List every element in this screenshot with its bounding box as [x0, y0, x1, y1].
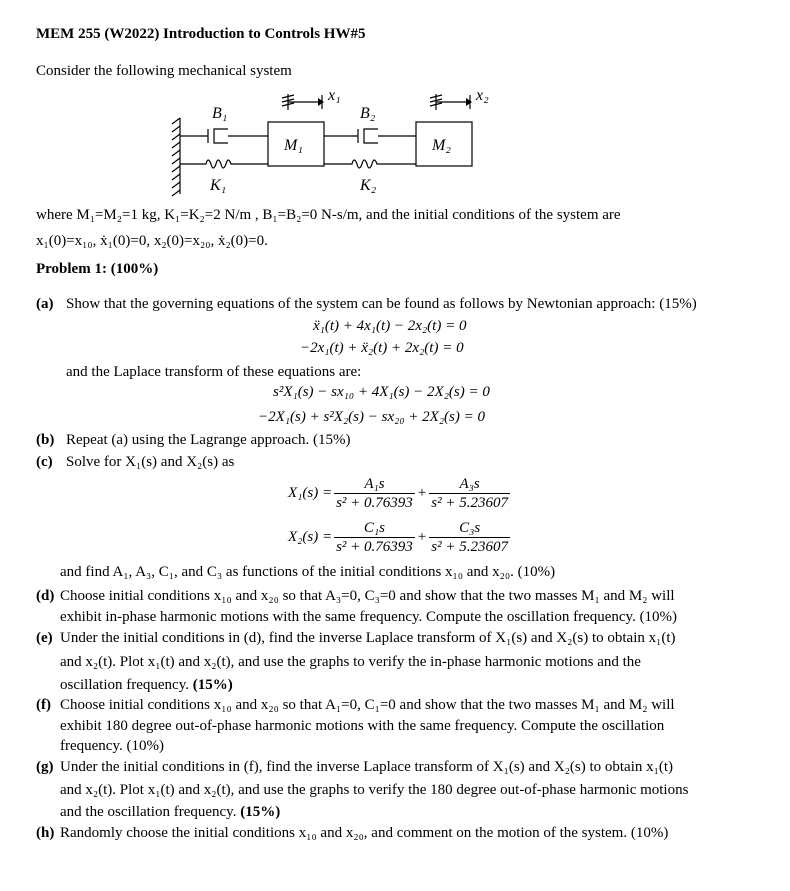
- part-g-line3-wrap: [60, 804, 280, 821]
- part-a-eq3: s²X₁(s) − sx₁₀ + 4X₁(s) − 2X₂(s) = 0: [273, 384, 490, 400]
- part-a-eq4: −2X₁(s) + s²X₂(s) − sx₂₀ + 2X₂(s) = 0: [258, 409, 485, 425]
- x2-frac-2-num: C₃s: [429, 519, 510, 538]
- damper-b1-icon: [180, 129, 268, 143]
- part-d-line2: exhibit in-phase harmonic motions with the same frequency. Compute the oscillation frequency. (10%): [60, 609, 678, 625]
- part-a-label: (a): [36, 296, 54, 312]
- x1-frac-2-den: s² + 5.23607: [431, 495, 508, 511]
- part-c-text2: and find A₁, A₃, C₁, and C₃ as functions of the initial conditions x₁₀ and x₂₀. (10%): [60, 564, 556, 580]
- label-x2: x₂: [476, 87, 489, 104]
- x1-frac-1-den: s² + 0.76393: [336, 495, 413, 511]
- x1-lhs: X₁(s) =: [288, 485, 333, 501]
- part-c-text: Solve for X₁(s) and X₂(s) as: [66, 454, 235, 470]
- part-f-label: (f): [36, 697, 51, 713]
- part-d-label: (d): [36, 588, 55, 604]
- part-a-text: Show that the governing equations of the system can be found as follows by Newtonian approach: (15%): [66, 296, 697, 312]
- page-title: MEM 255 (W2022) Introduction to Controls HW#5: [36, 26, 366, 42]
- x1-frac-1: [334, 475, 415, 512]
- part-c-label: (c): [36, 454, 53, 470]
- wall-hatch-icon: [172, 118, 180, 196]
- label-m1: M₁: [284, 137, 303, 154]
- x2-frac-1: [334, 519, 415, 556]
- intro-text: Consider the following mechanical system: [36, 63, 292, 79]
- part-h-text: Randomly choose the initial conditions x₁₀ and x₂₀, and comment on the motion of the system. (10%): [60, 825, 669, 841]
- problem-title: Problem 1: (100%): [36, 261, 159, 277]
- part-b-text: Repeat (a) using the Lagrange approach. (15%): [66, 432, 351, 448]
- x1-plus: +: [417, 485, 427, 501]
- part-b-label: (b): [36, 432, 55, 448]
- part-g-line2: and x₂(t). Plot x₁(t) and x₂(t), and use the graphs to verify the 180 degree out-of-phase harmonic motions: [60, 782, 689, 798]
- part-g-line3: and the oscillation frequency.: [60, 804, 237, 820]
- label-b2: B₂: [360, 105, 376, 122]
- label-m2: M₂: [432, 137, 451, 154]
- x2-lhs: X₂(s) =: [288, 529, 333, 545]
- part-g-pct: (15%): [240, 804, 281, 820]
- given-line-2: x₁(0)=x₁₀, ẋ₁(0)=0, x₂(0)=x₂₀, ẋ₂(0)=0.: [36, 233, 268, 249]
- x1-frac-2-num: A₃s: [429, 475, 510, 494]
- x2-arrow-icon: [430, 94, 470, 110]
- part-d-line1: Choose initial conditions x₁₀ and x₂₀ so that A₃=0, C₃=0 and show that the two masses M₁ and M₂ will: [60, 588, 675, 604]
- label-x1: x₁: [328, 87, 341, 104]
- x2-frac-2: [429, 519, 510, 556]
- spring-k1-icon: [180, 160, 268, 168]
- x1-frac-1-num: A₁s: [334, 475, 415, 494]
- x1-frac-2: [429, 475, 510, 512]
- part-a-eq1: ẍ₁(t) + 4x₁(t) − 2x₂(t) = 0: [313, 318, 467, 334]
- part-a-eq2: −2x₁(t) + ẍ₂(t) + 2x₂(t) = 0: [300, 340, 464, 356]
- mechanical-system-diagram: [170, 86, 510, 198]
- part-f-line3: frequency. (10%): [60, 738, 164, 754]
- part-a-text2: and the Laplace transform of these equations are:: [66, 364, 362, 380]
- damper-b2-icon: [324, 129, 416, 143]
- given-line-1: where M₁=M₂=1 kg, K₁=K₂=2 N/m , B₁=B₂=0 N-s/m, and the initial conditions of the system are: [36, 207, 621, 223]
- spring-k2-icon: [324, 160, 416, 168]
- part-g-label: (g): [36, 759, 54, 775]
- part-e-line1: Under the initial conditions in (d), find the inverse Laplace transform of X₁(s) and X₂(s) to obtain x₁(t): [60, 630, 676, 646]
- x2-frac-2-den: s² + 5.23607: [431, 539, 508, 555]
- x2-frac-1-num: C₁s: [334, 519, 415, 538]
- x2-plus: +: [417, 529, 427, 545]
- x2-transfer-equation: [288, 519, 510, 556]
- part-f-line2: exhibit 180 degree out-of-phase harmonic motions with the same frequency. Compute the oscillation: [60, 718, 665, 734]
- x2-frac-1-den: s² + 0.76393: [336, 539, 413, 555]
- part-e-pct: (15%): [192, 677, 233, 693]
- x1-arrow-icon: [282, 94, 322, 110]
- label-k1: K₁: [210, 177, 227, 194]
- part-e-line3-wrap: [60, 677, 233, 694]
- part-e-label: (e): [36, 630, 53, 646]
- part-e-line3: oscillation frequency.: [60, 677, 189, 693]
- label-b1: B₁: [212, 105, 228, 122]
- part-h-label: (h): [36, 825, 55, 841]
- part-g-line1: Under the initial conditions in (f), find the inverse Laplace transform of X₁(s) and X₂(s) to obtain x₁(t): [60, 759, 674, 775]
- x1-transfer-equation: [288, 475, 510, 512]
- part-f-line1: Choose initial conditions x₁₀ and x₂₀ so that A₁=0, C₁=0 and show that the two masses M₁ and M₂ will: [60, 697, 675, 713]
- part-e-line2: and x₂(t). Plot x₁(t) and x₂(t), and use the graphs to verify the in-phase harmonic motions and the: [60, 654, 641, 670]
- label-k2: K₂: [360, 177, 377, 194]
